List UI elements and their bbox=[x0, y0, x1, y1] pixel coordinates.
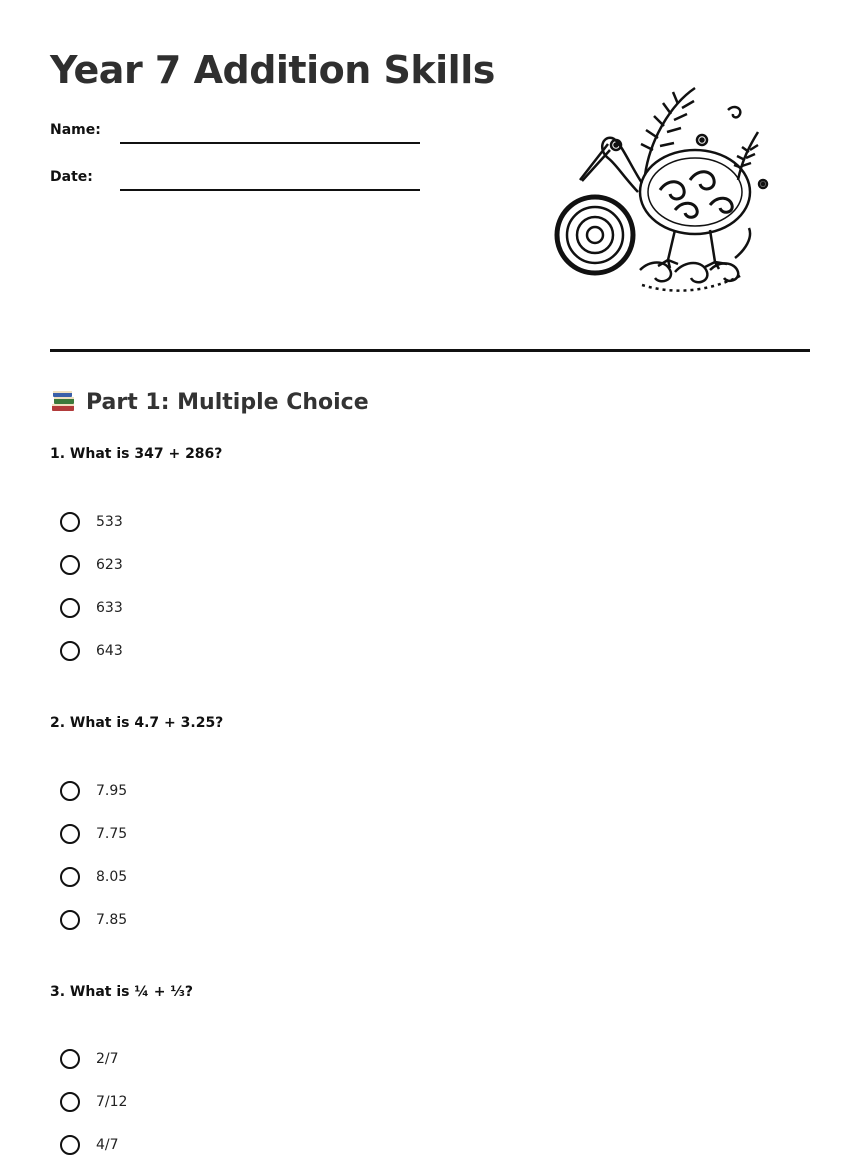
radio-button[interactable] bbox=[60, 824, 80, 844]
q3-option-3[interactable] bbox=[60, 1132, 119, 1158]
date-field[interactable] bbox=[50, 169, 430, 193]
q3-option-2[interactable] bbox=[60, 1089, 127, 1115]
q1-option-1[interactable] bbox=[60, 509, 123, 535]
radio-button[interactable] bbox=[60, 781, 80, 801]
q1-option-3[interactable] bbox=[60, 595, 123, 621]
radio-button[interactable] bbox=[60, 1092, 80, 1112]
date-label: Date: bbox=[50, 169, 93, 185]
question-3: 3. What is ¼ + ⅓? bbox=[50, 984, 193, 1000]
option-label: 623 bbox=[96, 557, 123, 573]
radio-button[interactable] bbox=[60, 910, 80, 930]
q2-option-2[interactable] bbox=[60, 821, 127, 847]
option-label: 2/7 bbox=[96, 1051, 119, 1067]
kiwi-bird-tribal-art-icon bbox=[550, 80, 780, 300]
radio-button[interactable] bbox=[60, 641, 80, 661]
q1-option-2[interactable] bbox=[60, 552, 123, 578]
section-title-text: Part 1: Multiple Choice bbox=[86, 389, 369, 415]
question-2: 2. What is 4.7 + 3.25? bbox=[50, 715, 224, 731]
name-line[interactable] bbox=[120, 142, 420, 144]
option-label: 7.85 bbox=[96, 912, 128, 928]
option-label: 633 bbox=[96, 600, 123, 616]
option-label: 8.05 bbox=[96, 869, 128, 885]
option-label: 4/7 bbox=[96, 1137, 119, 1153]
q1-option-4[interactable] bbox=[60, 638, 123, 664]
radio-button[interactable] bbox=[60, 867, 80, 887]
radio-button[interactable] bbox=[60, 1049, 80, 1069]
books-icon bbox=[50, 389, 76, 415]
section-title-part-1 bbox=[50, 389, 369, 415]
date-line[interactable] bbox=[120, 189, 420, 191]
option-label: 533 bbox=[96, 514, 123, 530]
q2-option-1[interactable] bbox=[60, 778, 127, 804]
name-field[interactable] bbox=[50, 122, 430, 146]
question-1: 1. What is 347 + 286? bbox=[50, 446, 223, 462]
option-label: 7.75 bbox=[96, 826, 128, 842]
option-label: 7.95 bbox=[96, 783, 128, 799]
option-label: 643 bbox=[96, 643, 123, 659]
option-label: 7/12 bbox=[96, 1094, 128, 1110]
q3-option-1[interactable] bbox=[60, 1046, 119, 1072]
q2-option-3[interactable] bbox=[60, 864, 127, 890]
radio-button[interactable] bbox=[60, 598, 80, 618]
radio-button[interactable] bbox=[60, 512, 80, 532]
name-label: Name: bbox=[50, 122, 101, 138]
q2-option-4[interactable] bbox=[60, 907, 127, 933]
radio-button[interactable] bbox=[60, 555, 80, 575]
page-title: Year 7 Addition Skills bbox=[50, 48, 495, 92]
radio-button[interactable] bbox=[60, 1135, 80, 1155]
header-divider bbox=[50, 349, 810, 352]
